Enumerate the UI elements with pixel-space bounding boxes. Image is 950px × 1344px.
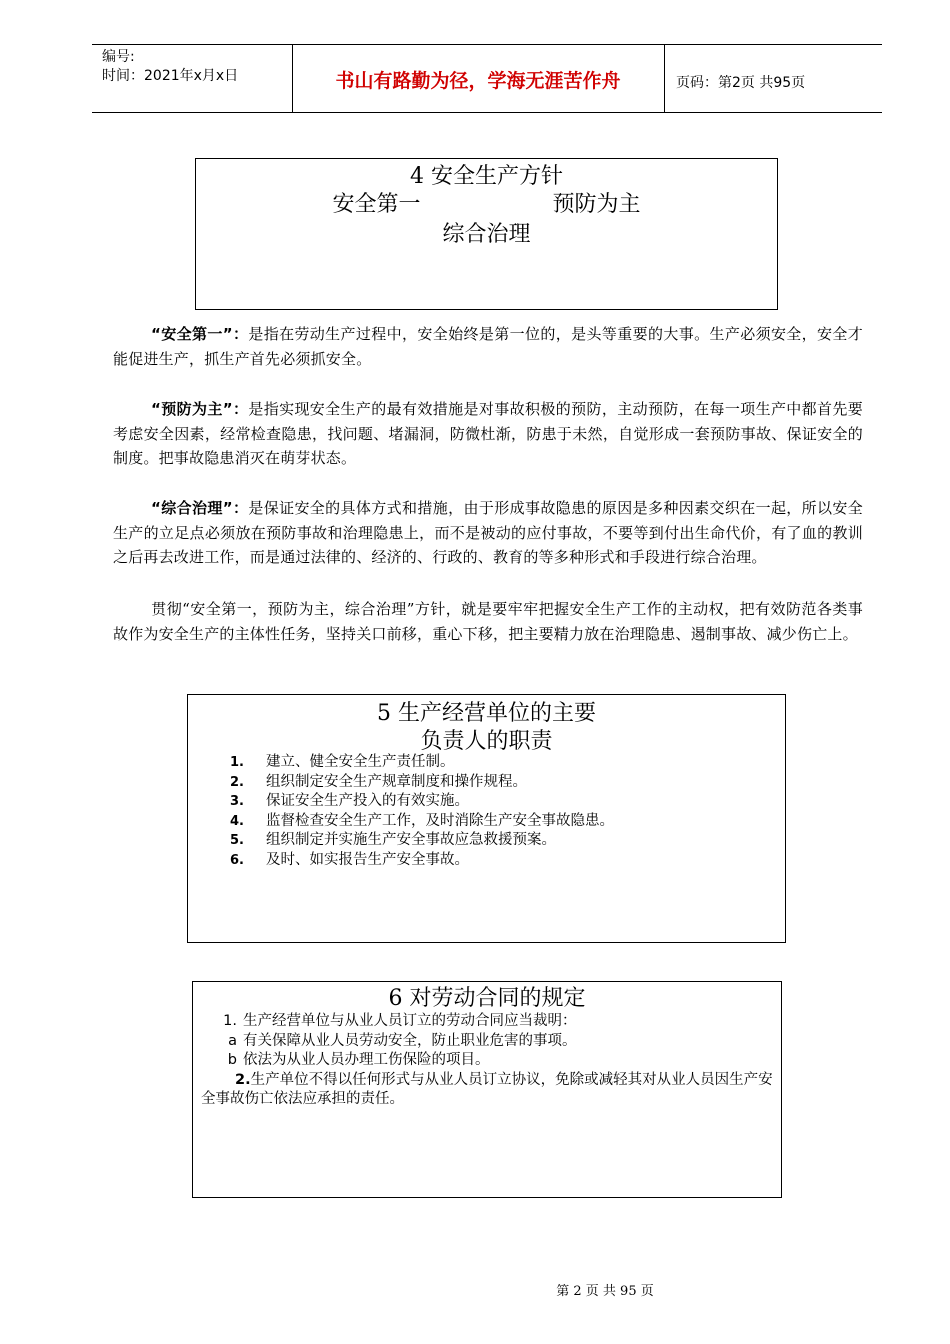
item-number: 2. [230, 774, 244, 790]
page-footer: 第 2 页 共 95 页 [556, 1284, 654, 1299]
time-label: 时间：2021年x月x日 [102, 68, 239, 84]
header-motto: 书山有路勤为径，学海无涯苦作舟 [335, 70, 621, 92]
list-item [230, 812, 614, 832]
keyword: “综合治理”： [151, 499, 249, 517]
item-number: 6. [230, 852, 244, 868]
item-text: 组织制定并实施生产安全事故应急救援预案。 [266, 832, 556, 848]
number-label: 编号: [102, 49, 135, 65]
section4-principles [196, 191, 777, 219]
rule-row [201, 1071, 773, 1110]
paragraph-text: 是指实现安全生产的最有效措施是对事故积极的预防，主动预防，在每一项生产中都首先要考虑安全因素，经常检查隐患，找问题、堵漏洞，防微杜渐，防患于未然，自觉形成一套预防事故、保证安全的制度。把事故隐患消灭在萌芽状态。 [113, 400, 863, 467]
list-item [230, 831, 614, 851]
list-item [230, 792, 614, 812]
rule-number: 1. [223, 1013, 237, 1029]
rule-row [201, 1032, 773, 1052]
list-item [230, 753, 614, 773]
paragraph-prevention [113, 397, 863, 471]
item-number: 4. [230, 813, 244, 829]
paragraph-text: 贯彻“安全第一，预防为主，综合治理”方针，就是要牢牢把握安全生产工作的主动权，把有效防范各类事故作为安全生产的主体性任务，坚持关口前移，重心下移，把主要精力放在治理隐患、遏制事故、减少伤亡上。 [113, 600, 863, 643]
rule-row [201, 1051, 773, 1071]
paragraph-policy [113, 597, 863, 646]
section5-title-line1: 5 生产经营单位的主要 [377, 701, 596, 726]
rule-text: 生产单位不得以任何形式与从业人员订立协议，免除或减轻其对从业人员因生产安全事故伤亡依法应承担的责任。 [201, 1071, 773, 1107]
rule-number: 2. [235, 1071, 251, 1088]
item-text: 保证安全生产投入的有效实施。 [266, 793, 469, 809]
principle-prevention: 预防为主 [552, 192, 641, 217]
header-bottom-rule [92, 112, 882, 113]
item-number: 5. [230, 833, 244, 848]
principle-comprehensive: 综合治理 [442, 222, 531, 247]
section4-title: 4 安全生产方针 [410, 164, 563, 189]
section6-box [192, 981, 782, 1198]
section5-title-line2: 负责人的职责 [420, 729, 553, 754]
contract-rules [201, 1012, 773, 1110]
section5-box [187, 694, 786, 943]
section4-box [195, 158, 778, 310]
rule-row [201, 1012, 773, 1032]
item-text: 监督检查安全生产工作，及时消除生产安全事故隐患。 [266, 812, 614, 829]
rule-text: 有关保障从业人员劳动安全，防止职业危害的事项。 [243, 1032, 577, 1049]
item-text: 组织制定安全生产规章制度和操作规程。 [266, 773, 527, 790]
rule-text: 生产经营单位与从业人员订立的劳动合同应当裁明： [243, 1013, 577, 1029]
paragraph-text: 是保证安全的具体方式和措施，由于形成事故隐患的原因是多种因素交织在一起，所以安全生产的立足点必须放在预防事故和治理隐患上，而不是被动的应付事故，不要等到付出生命代价，有了血的教训之后再去改进工作，而是通过法律的、经济的、行政的、教育的等多种形式和手段进行综合治理。 [113, 499, 863, 566]
rule-letter: a [228, 1032, 237, 1049]
duties-list [230, 753, 614, 870]
keyword: “安全第一”： [151, 325, 249, 343]
keyword: “预防为主”： [151, 400, 249, 418]
header-top-rule [92, 44, 882, 45]
list-item [230, 773, 614, 793]
item-number: 3. [230, 794, 244, 809]
rule-text: 依法为从业人员办理工伤保险的项目。 [243, 1052, 490, 1068]
paragraph-text: 是指在劳动生产过程中，安全始终是第一位的，是头等重要的大事。生产必须安全，安全才能促进生产，抓生产首先必须抓安全。 [113, 325, 863, 368]
item-number: 1. [230, 755, 244, 770]
rule-letter: b [227, 1052, 237, 1068]
list-item [230, 851, 614, 871]
paragraph-safety-first [113, 322, 863, 371]
header-divider [664, 44, 665, 112]
paragraph-comprehensive [113, 496, 863, 570]
section6-title: 6 对劳动合同的规定 [388, 986, 586, 1011]
header-page-label: 页码：第2页 共95页 [676, 75, 806, 91]
principle-safety-first: 安全第一 [332, 192, 421, 217]
item-text: 建立、健全安全生产责任制。 [266, 754, 455, 770]
item-text: 及时、如实报告生产安全事故。 [266, 851, 469, 868]
